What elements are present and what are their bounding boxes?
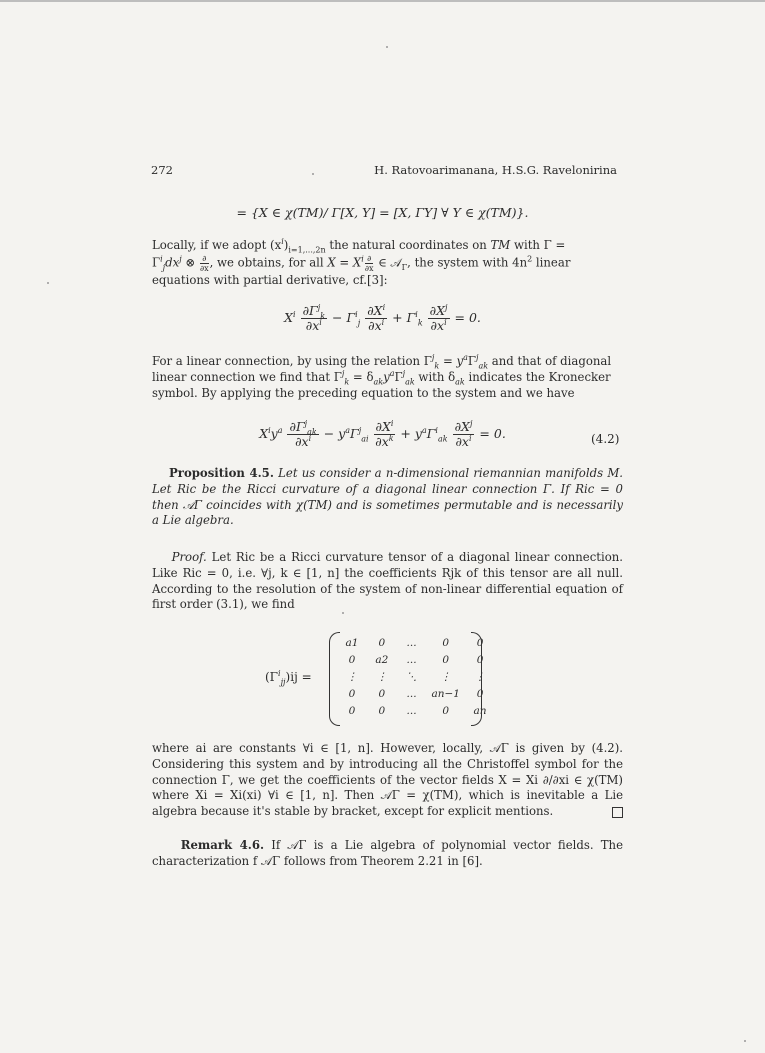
scan-speck <box>47 282 49 284</box>
scan-speck <box>386 46 388 48</box>
set-equation-text: = {X ∈ χ(TM)/ Γ[X, Y] = [X, ΓY] ∀ Y ∈ χ(TM)}. <box>236 205 529 220</box>
christoffel-matrix <box>265 632 495 728</box>
proof-paragraph <box>152 550 623 613</box>
proposition-text: Let us consider a n-dimensional riemannian manifolds M. Let Ric be the Ricci curvature of a diagonal linear connection Γ. If Ric = 0 then 𝒜Γ coincides with χ(TM) and is sometimes permutable and is necessarily a Lie algebra. <box>152 466 623 528</box>
proof-text: Let Ric be a Ricci curvature tensor of a diagonal linear connection. Like Ric = 0, i.e. ∀j, k ∈ [1, n] the coefficients Rjk of this tensor are all null. According to the resolution of the system of non-linear differential equation of first order (3.1), we find <box>152 550 623 612</box>
page-number: 272 <box>151 163 173 177</box>
proposition-label: Proposition 4.5. <box>169 466 274 480</box>
equation-4-2: $X^iy^a$ $\frac{\partial\Gamma^j_{ak}}{\partial x^i}$ − $y^a\Gamma^j_{ai}$ $\frac{\partial X^i}{\partial x^k}$ + $y^a\Gamma^i_{ak}$ $\frac{\partial X^j}{\partial x^i}$ = 0. <box>259 418 506 449</box>
scan-speck <box>342 612 344 614</box>
qed-square-icon <box>612 807 623 818</box>
matrix-row: 0 0 ... an−1 0 <box>348 687 484 700</box>
remark-4-6 <box>152 838 623 870</box>
locally-paragraph: Locally, if we adopt $(x^i)_{i=1,...,2n}$ the natural coordinates on TM with Γ = $\Gamma^i_jdx^j$ ⊗ $\frac{\partial}{\partial x}$ , we obtains, for all $X = X^i$ $\frac{\partial}{\partial x}$ ∈ 𝒜$_\Gamma$, the system with $4n^2$ linear equations with partial derivative, cf.[3]: <box>152 237 571 287</box>
remark-text: If 𝒜Γ is a Lie algebra of polynomial vector fields. The characterization f 𝒜Γ follows from Theorem 2.21 in [6]. <box>152 838 623 868</box>
proof-label: Proof. <box>171 550 207 564</box>
scan-speck <box>312 173 314 175</box>
header-authors: H. Ratovoarimanana, H.S.G. Ravelonirina <box>374 163 617 177</box>
remark-label: Remark 4.6. <box>180 838 265 852</box>
linear-connection-paragraph: For a linear connection, by using the relation $\Gamma^j_k = y^a\Gamma^j_{ak}$ and that of diagonal linear connection we find that $\Gamma^j_k = \delta_{ak}y^a\Gamma^j_{ak}$ with $\delta_{ak}$ indicates the Kronecker symbol. By applying the preceding equation to the system and we have <box>152 353 612 400</box>
proposition-4-5 <box>152 466 623 529</box>
matrix-row: 0 a2 ... 0 0 <box>348 653 484 666</box>
scan-edge <box>0 0 765 2</box>
set-equation <box>0 205 765 220</box>
scan-speck <box>744 1040 746 1042</box>
matrix-row: 0 0 ... 0 an <box>348 704 487 717</box>
equation-number: (4.2) <box>591 432 620 446</box>
matrix-label: $(\Gamma^i_{jj})ij$ = <box>265 669 312 687</box>
matrix-row: a1 0 ... 0 0 <box>345 636 484 649</box>
after-matrix-paragraph: where ai are constants ∀i ∈ [1, n]. However, locally, 𝒜Γ is given by (4.2). Considering this system and by introducing all the Christoffel symbol for the connection Γ, we get the coefficients of the vector fields X = Xi ∂/∂xi ∈ χ(TM) where Xi = Xi(xi) ∀i ∈ [1, n]. Then 𝒜Γ = χ(TM), which is inevitable a Lie algebra because it's stable by bracket, except for explicit mentions. <box>152 741 623 819</box>
matrix-row: ⋮ ⋮ ⋱ ⋮ ⋮ <box>346 670 486 683</box>
matrix-right-paren <box>471 632 482 726</box>
equation-system: $X^i$ $\frac{\partial\Gamma^j_k}{\partial x^i}$ − $\Gamma^i_j$ $\frac{\partial X^i}{\partial x^i}$ + $\Gamma^i_k$ $\frac{\partial X^j}{\partial x^i}$ = 0. <box>284 302 481 333</box>
